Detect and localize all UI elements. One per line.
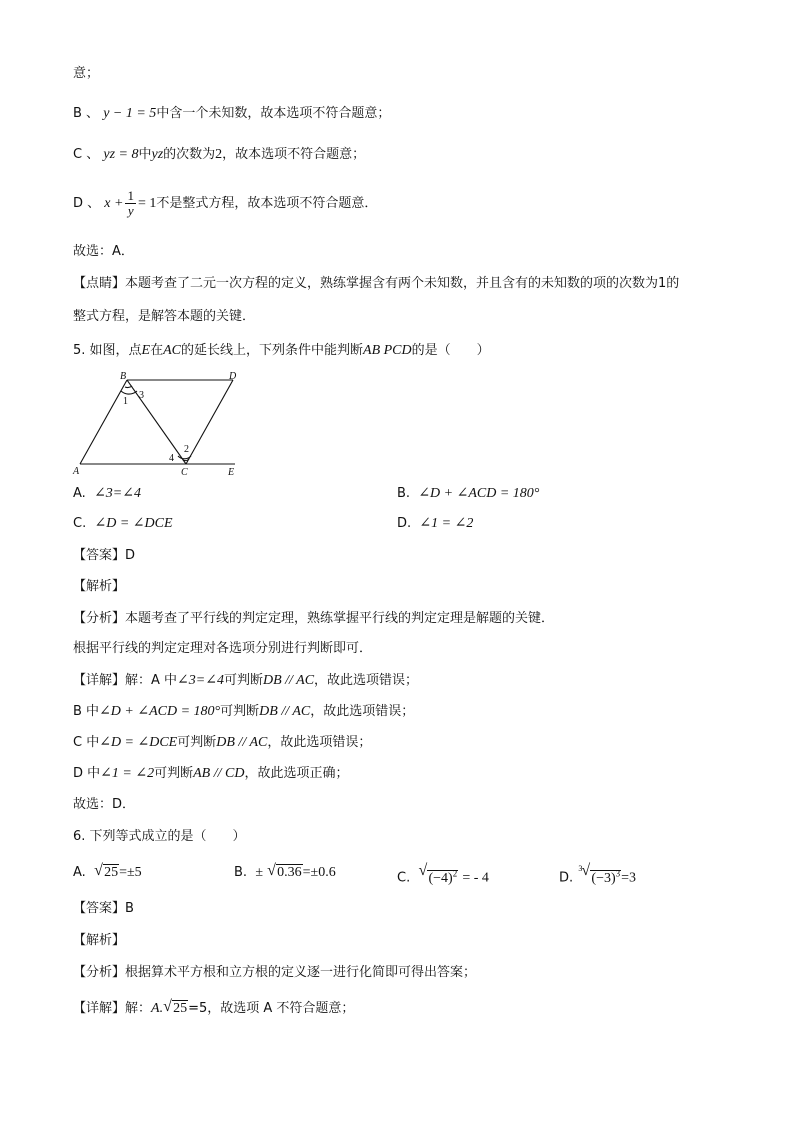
option-a [73, 485, 141, 503]
square-root: √ 25 [94, 862, 119, 880]
equation: = - 4 [462, 870, 489, 886]
segment-bc [127, 380, 186, 464]
text: 可判断 [223, 673, 263, 688]
equation: y − 1 = 5 [103, 106, 157, 121]
equation: ∠D + ∠ACD = 180° [99, 704, 221, 719]
square-root: √ 0.36 [267, 862, 302, 880]
text-line: 【点睛】本题考查了二元一次方程的定义，熟练掌握含有两个未知数，并且含有的未知数的项的次数为1的 [73, 276, 680, 291]
option-ref: A. [151, 1001, 164, 1016]
segment-cd [186, 380, 233, 464]
label-a: A [73, 466, 80, 477]
equation: =±5 [119, 865, 142, 880]
point-label: E [141, 343, 151, 358]
analysis-heading: 【解析】 [73, 579, 126, 594]
label-2: 2 [184, 444, 189, 455]
text: D 中 [73, 766, 101, 781]
equation: ∠3=∠4 [177, 673, 224, 688]
text: 【详解】解： [73, 1001, 152, 1016]
denominator: y [127, 203, 134, 218]
option-label: B 、 [73, 106, 100, 121]
text: ，故本选项不符合题意； [222, 147, 366, 162]
text-line [73, 105, 390, 123]
radicand: (−3) [591, 870, 616, 886]
fraction [125, 189, 136, 218]
equation: ∠D + ∠ACD = 180° [418, 486, 540, 501]
equation: =±0.6 [302, 865, 336, 880]
exponent: 2 [452, 868, 458, 878]
equation: AB // CD [193, 766, 245, 781]
exponent: 3 [615, 868, 621, 878]
option-label: C. [397, 870, 411, 886]
option-a [73, 864, 142, 882]
detail-line [73, 672, 418, 690]
analysis-text: 【分析】本题考查了平行线的判定定理，熟练掌握平行线的判定定理是解题的关键． [73, 611, 555, 626]
equation: DB // AC [216, 735, 268, 750]
option-label: B. [397, 486, 411, 501]
text: 【详解】解：A 中 [73, 673, 178, 688]
text: =5，故选项 A 不符合题意； [188, 1001, 355, 1016]
detail-line [73, 734, 371, 752]
equation: ∠3=∠4 [94, 486, 141, 501]
text: 的次数为 [163, 147, 216, 162]
option-label: B. [234, 865, 248, 880]
choose-line: 故选：D． [73, 797, 136, 812]
text: 不是整式方程，故本选项不符合题意． [156, 196, 378, 211]
option-b [397, 485, 539, 503]
label-c: C [181, 467, 188, 478]
option-label: A. [73, 865, 86, 880]
detail-line [73, 703, 414, 721]
label-3: 3 [139, 390, 144, 401]
question-stem: 6. 下列等式成立的是（ ） [73, 829, 246, 844]
equation: DB // AC [259, 704, 311, 719]
text: ，故此选项错误； [310, 704, 415, 719]
equation: x + [104, 196, 124, 211]
method-text: 根据平行线的判定定理对各选项分别进行判断即可． [73, 641, 373, 656]
option-label: A. [73, 486, 86, 501]
text-line [73, 187, 377, 221]
text: 中 [138, 147, 152, 162]
angle-arc-b-inner [125, 386, 132, 388]
option-label: D 、 [73, 196, 101, 211]
text: 5. 如图，点 [73, 343, 142, 358]
label-1: 1 [123, 396, 128, 407]
text: 在 [150, 343, 164, 358]
radicand: 25 [104, 865, 119, 880]
equation: DB // AC [262, 673, 315, 688]
option-c [73, 515, 173, 533]
text: B 中 [73, 704, 100, 719]
equation: ∠D = ∠DCE [99, 735, 178, 750]
radicand: 25 [173, 1001, 188, 1016]
analysis-text: 【分析】根据算术平方根和立方根的定义逐一进行化简即可得出答案； [73, 965, 477, 980]
text: 的是（ ） [411, 343, 490, 358]
answer: 【答案】B [73, 901, 134, 916]
equation: ∠1 = ∠2 [419, 516, 474, 531]
cube-root: 3 √ $(-3)^3$ [578, 862, 621, 886]
sign: ± [255, 865, 264, 880]
question-stem [73, 342, 490, 360]
detail-line [73, 1000, 354, 1018]
numerator: 1 [127, 188, 134, 203]
option-label: D. [559, 870, 574, 886]
square-root: √ $(-4)^2$ [418, 862, 458, 886]
option-d [559, 864, 636, 888]
equation: ∠1 = ∠2 [100, 766, 155, 781]
equation: = 1 [137, 196, 157, 211]
radicand: 0.36 [277, 865, 302, 880]
analysis-heading: 【解析】 [73, 933, 126, 948]
text: 的延长线上，下列条件中能判断 [181, 343, 364, 358]
text: ，故此选项正确； [244, 766, 349, 781]
text: C 中 [73, 735, 100, 750]
detail-line [73, 765, 348, 783]
option-label: D. [397, 516, 412, 531]
radicand: (−4) [428, 870, 453, 886]
text-line: 意； [73, 66, 100, 81]
equation: =3 [621, 870, 637, 886]
text: 中含一个未知数，故本选项不符合题意； [156, 106, 391, 121]
segment-ad [80, 380, 127, 464]
text: 可判断 [177, 735, 217, 750]
option-c [397, 864, 489, 888]
text: ，故此选项错误； [314, 673, 419, 688]
text-line [73, 146, 365, 164]
text-line: 故选：A． [73, 244, 134, 259]
segment-label: AB PCD [363, 343, 412, 358]
segment-label: AC [163, 343, 182, 358]
label-e: E [228, 467, 235, 478]
number: 2 [215, 147, 223, 162]
geometry-figure [70, 370, 250, 478]
label-d: D [229, 371, 237, 382]
answer: 【答案】D [73, 548, 136, 563]
text-line: 整式方程，是解答本题的关键． [73, 309, 256, 324]
text: ，故此选项错误； [267, 735, 372, 750]
equation: yz = 8 [103, 147, 139, 162]
option-label: C. [73, 516, 87, 531]
label-b: B [120, 371, 127, 382]
equation: ∠D = ∠DCE [94, 516, 173, 531]
option-b [234, 864, 336, 882]
option-label: C 、 [73, 147, 100, 162]
square-root: √ 25 [163, 998, 188, 1016]
label-4: 4 [169, 453, 174, 464]
text: 可判断 [220, 704, 260, 719]
term: yz [151, 147, 164, 162]
root-index: 3 [578, 864, 583, 873]
text: 可判断 [154, 766, 194, 781]
option-d [397, 515, 473, 533]
